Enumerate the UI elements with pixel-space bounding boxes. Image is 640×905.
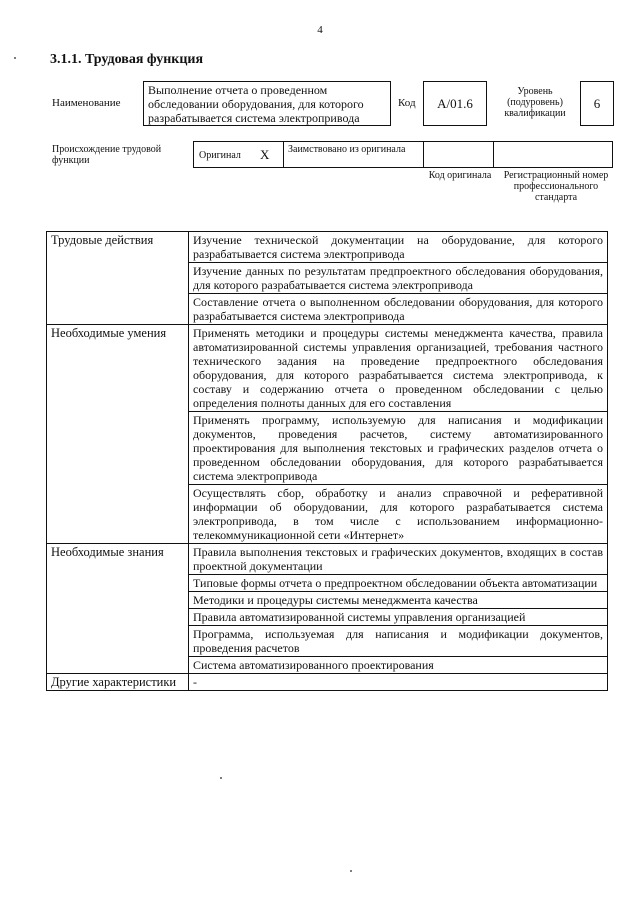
origin-label: Происхождение трудовой функции (52, 144, 162, 166)
scan-speck (14, 57, 16, 59)
original-cell (194, 142, 284, 167)
section-title: 3.1.1. Трудовая функция (50, 52, 204, 67)
level-label: Уровень (подуровень) квалификации (504, 86, 566, 119)
code-label: Код (398, 97, 416, 109)
table-cell: Методики и процедуры системы менеджмента качества (189, 592, 608, 609)
table-row (47, 232, 608, 263)
code-original-cell (424, 142, 494, 167)
table-cell: Типовые формы отчета о предпроектном обследовании объекта автоматизации (189, 575, 608, 592)
reg-number-caption: Регистрационный номер профессионального стандарта (503, 170, 609, 203)
reg-number-cell (494, 142, 612, 167)
level-value-box (580, 81, 614, 126)
table-row (47, 674, 608, 691)
table-cell: Правила автоматизированной системы управления организацией (189, 609, 608, 626)
function-name: Выполнение отчета о проведенном обследовании оборудования, для которого разрабатывается система электропривода (148, 83, 364, 125)
original-mark: X (260, 147, 270, 162)
code-value: A/01.6 (437, 95, 473, 111)
table-cell: Система автоматизированного проектирования (189, 657, 608, 674)
table-cell: Изучение данных по результатам предпроектного обследования оборудования, для которого разрабатывается система электропривода (189, 263, 608, 294)
scan-speck (220, 777, 222, 779)
page-number: 4 (317, 24, 323, 36)
scan-speck (350, 870, 352, 872)
functions-table (46, 231, 608, 691)
function-name-box (143, 81, 391, 126)
borrowed-label: Заимствовано из оригинала (288, 144, 406, 155)
category-cell: Необходимые знания (47, 544, 189, 674)
table-cell: Осуществлять сбор, обработку и анализ справочной и реферативной информации об оборудовании, для которого разрабатывается система электропривода, в том числе с использованием информационно-телекоммуникационной сети «Интернет» (189, 485, 608, 544)
table-cell: Применять методики и процедуры системы менеджмента качества, правила автоматизированной системы управления организацией, требования частного технического задания на проведение предпроектного обследования оборудования, для которого разрабатывается система электропривода, к составу и содержанию отчета о проведенном обследовании с целью определения полноты данных для его составления (189, 325, 608, 412)
table-row (47, 544, 608, 575)
table-row (47, 325, 608, 412)
level-value: 6 (593, 95, 601, 111)
category-cell: Другие характеристики (47, 674, 189, 691)
borrowed-cell (284, 142, 424, 167)
category-cell: Трудовые действия (47, 232, 189, 325)
table-cell: Изучение технической документации на оборудование, для которого разрабатывается система электропривода (189, 232, 608, 263)
code-value-box (423, 81, 487, 126)
table-cell: - (189, 674, 608, 691)
table-cell: Составление отчета о выполненном обследовании оборудования, для которого разрабатывается система электропривода (189, 294, 608, 325)
original-label: Оригинал (199, 150, 241, 161)
table-cell: Применять программу, используемую для написания и модификации документов, проведения расчетов, систему автоматизированного проектирования для выполнения текстовых и графических разделов отчета о проведенном обследовании оборудования, для которого разрабатывается система электропривода (189, 412, 608, 485)
table-cell: Правила выполнения текстовых и графических документов, входящих в состав проектной документации (189, 544, 608, 575)
name-label: Наименование (52, 97, 121, 109)
category-cell: Необходимые умения (47, 325, 189, 544)
code-original-caption: Код оригинала (428, 170, 492, 181)
table-cell: Программа, используемая для написания и модификации документов, проведения расчетов (189, 626, 608, 657)
origin-row (193, 141, 613, 168)
